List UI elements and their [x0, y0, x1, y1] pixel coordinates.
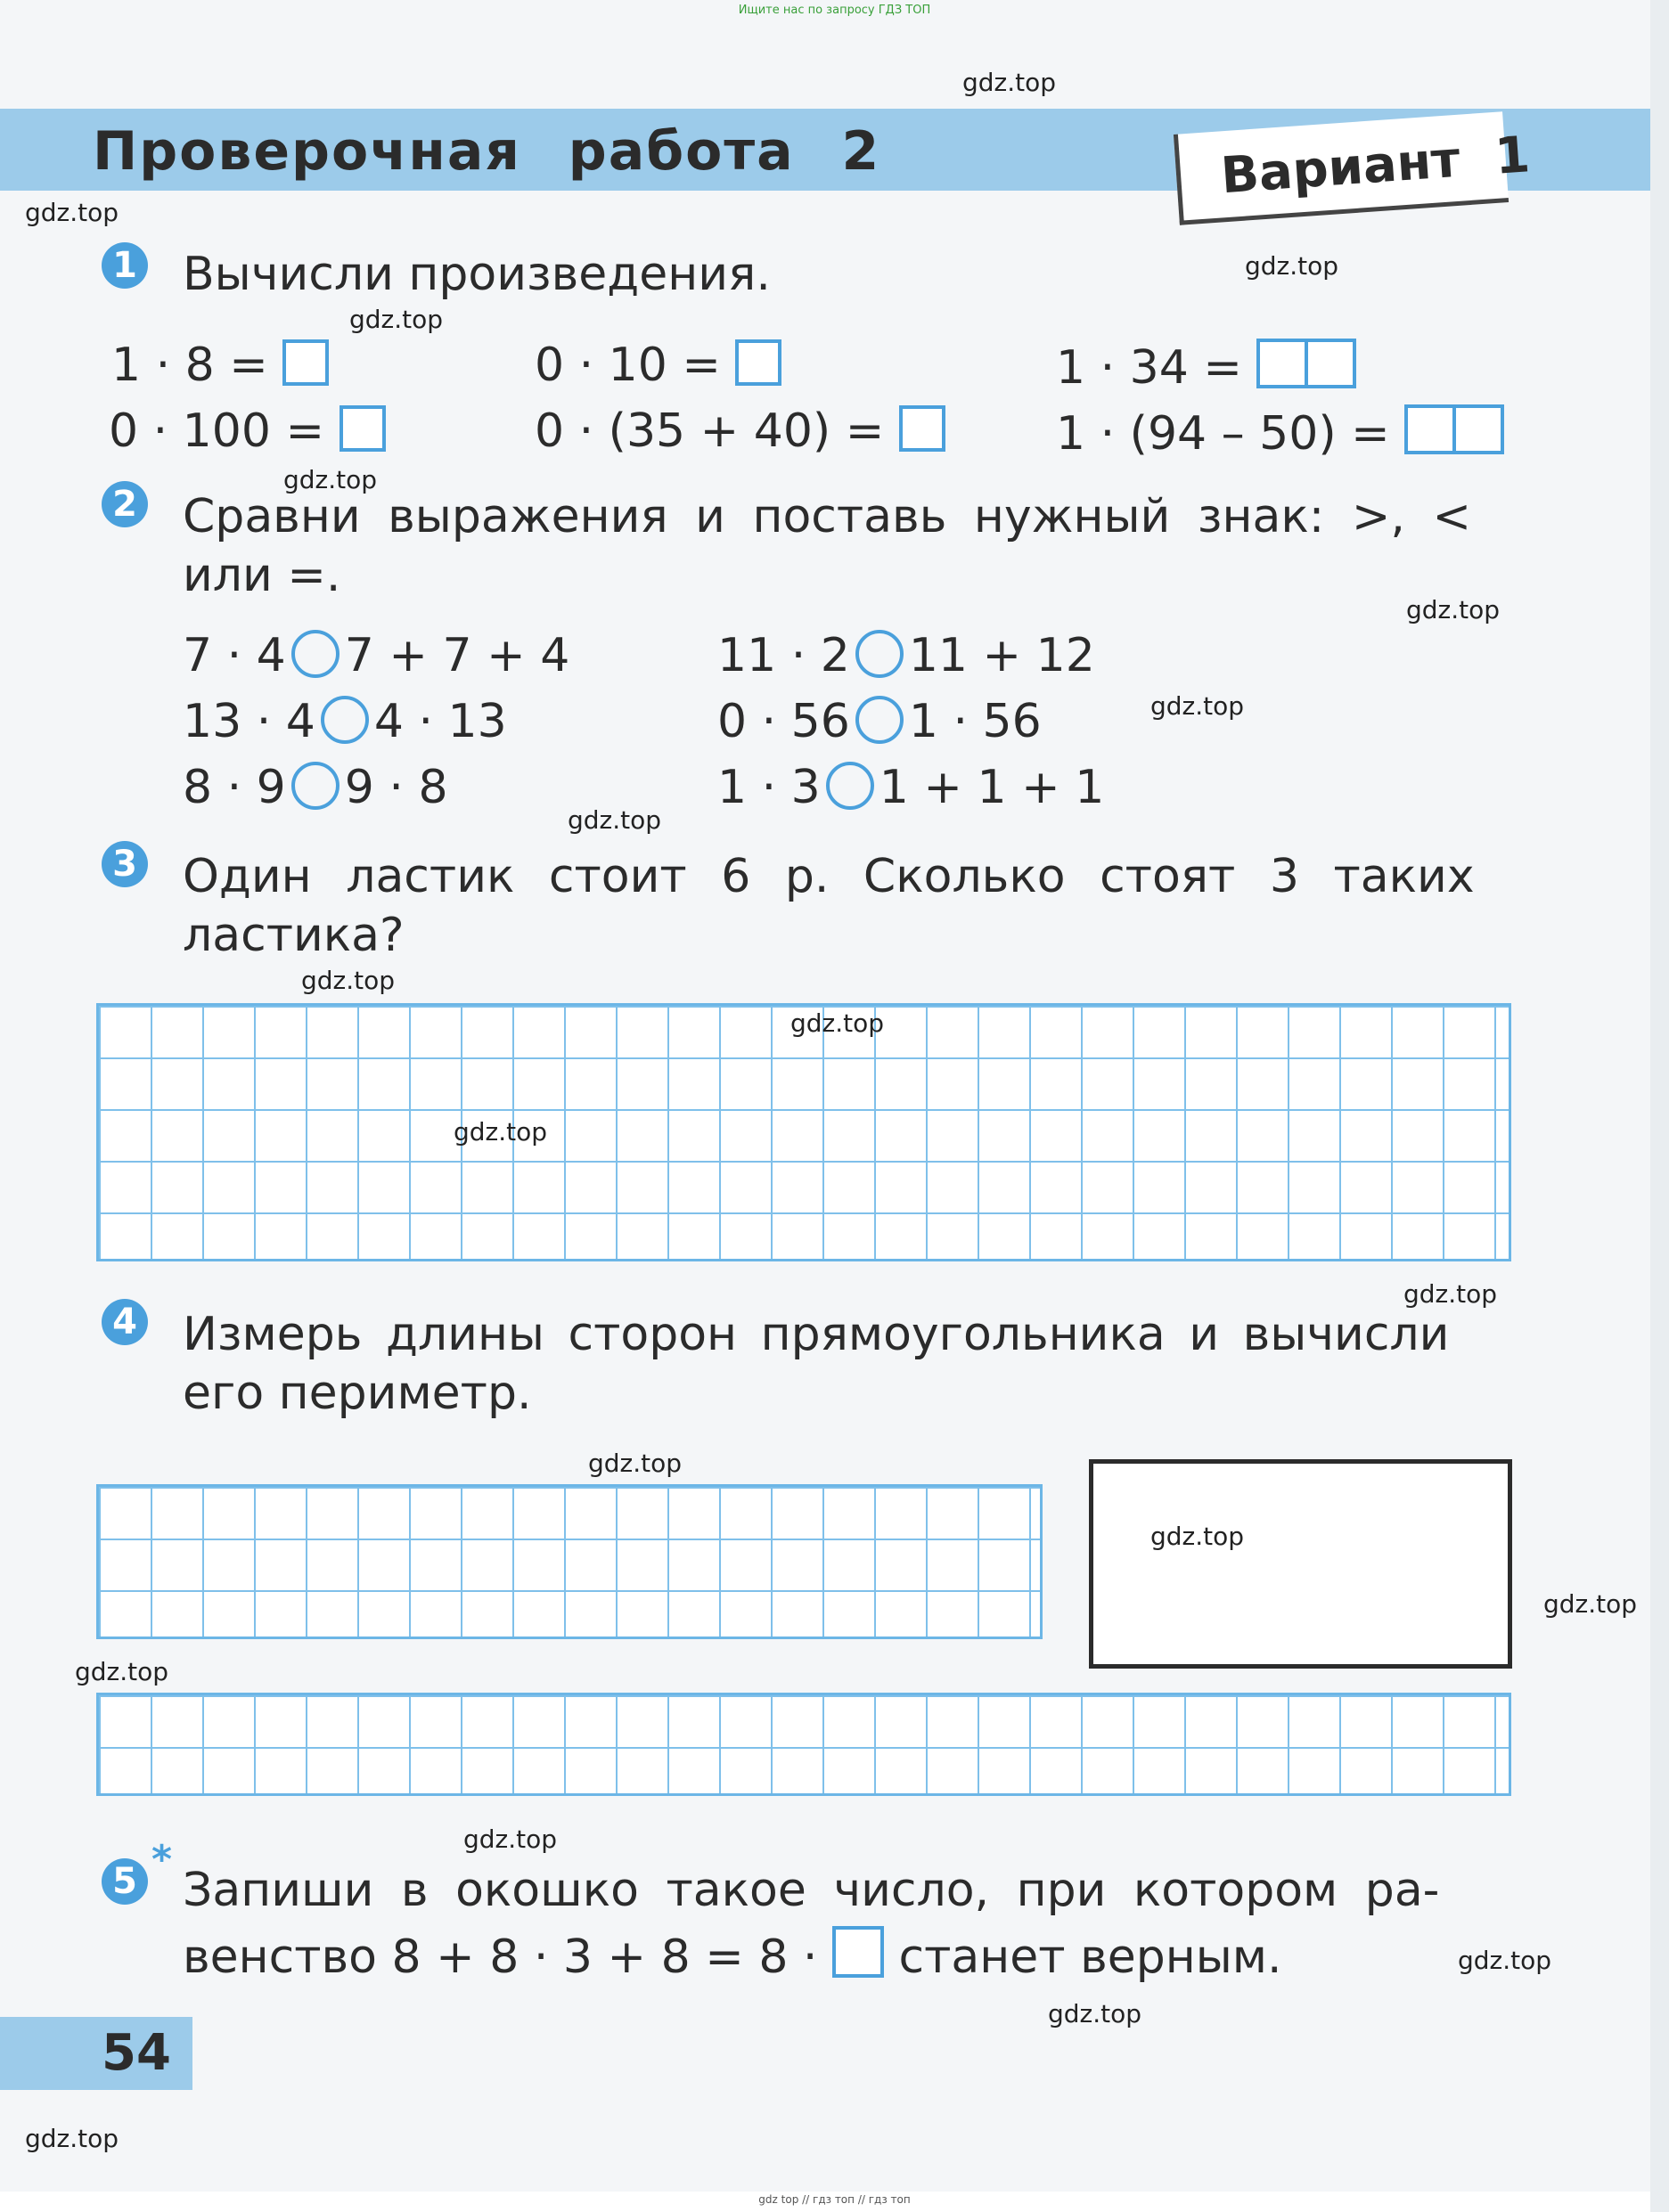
compare-circle[interactable]: [291, 630, 340, 678]
answer-box[interactable]: [899, 405, 945, 452]
task1-expression: [1056, 404, 1504, 461]
task5-line2-end: станет верным.: [898, 1930, 1282, 1984]
task4-line2: его периметр.: [183, 1367, 532, 1420]
compare-circle[interactable]: [855, 696, 904, 744]
compare-row: [183, 761, 448, 814]
watermark: gdz.top: [1543, 1589, 1638, 1619]
page-edge: [1650, 0, 1669, 2212]
compare-row: [717, 695, 1042, 748]
compare-left: 7 · 4: [183, 629, 286, 682]
task2-prompt-line2: или =.: [183, 549, 341, 602]
rectangle-figure: [1089, 1459, 1512, 1669]
watermark: gdz.top: [588, 1449, 683, 1478]
expression-text: 1 · 8 =: [111, 339, 268, 392]
task-number-5: 5: [102, 1858, 148, 1905]
measurement-grid[interactable]: [96, 1484, 1043, 1639]
bottom-note: gdz top // гдз топ // гдз топ: [758, 2193, 911, 2206]
compare-circle[interactable]: [321, 696, 369, 744]
compare-row: [717, 761, 1104, 814]
page-title: Проверочная работа 2: [93, 120, 881, 183]
watermark: gdz.top: [75, 1657, 169, 1686]
answer-box-double[interactable]: [1404, 404, 1504, 454]
task-number-1: 1: [102, 242, 148, 289]
watermark: gdz.top: [1048, 1999, 1142, 2028]
expression-text: 1 · 34 =: [1056, 341, 1242, 395]
compare-circle[interactable]: [291, 762, 340, 810]
compare-right: 1 + 1 + 1: [879, 761, 1105, 814]
compare-left: 1 · 3: [717, 761, 821, 814]
answer-box[interactable]: [340, 405, 386, 452]
watermark: gdz.top: [454, 1117, 548, 1147]
watermark: gdz.top: [568, 805, 662, 835]
task5-line2: [183, 1926, 1282, 1984]
watermark: gdz.top: [463, 1824, 558, 1854]
compare-left: 11 · 2: [717, 629, 850, 682]
watermark: gdz.top: [1245, 251, 1339, 281]
variant-label: Вариант 1: [1219, 126, 1532, 206]
compare-circle[interactable]: [826, 762, 874, 810]
watermark: gdz.top: [1150, 1522, 1245, 1551]
task5-line1: Запиши в окошко такое число, при котором ра-: [183, 1864, 1440, 1917]
perimeter-grid[interactable]: [96, 1693, 1511, 1796]
compare-left: 8 · 9: [183, 761, 286, 814]
compare-circle[interactable]: [855, 630, 904, 678]
watermark: gdz.top: [301, 966, 396, 995]
task-number-4: 4: [102, 1299, 148, 1345]
expression-text: 0 · 10 =: [535, 339, 721, 392]
task2-prompt-line1: Сравни выражения и поставь нужный знак: >, <: [183, 490, 1472, 543]
top-note: Ищите нас по запросу ГДЗ ТОП: [738, 4, 931, 17]
compare-left: 0 · 56: [717, 695, 850, 748]
compare-right: 9 · 8: [344, 761, 448, 814]
task3-line2: ластика?: [183, 909, 405, 962]
watermark: gdz.top: [790, 1008, 885, 1038]
watermark: gdz.top: [1458, 1946, 1552, 1975]
answer-box-double[interactable]: [1256, 339, 1356, 388]
compare-right: 7 + 7 + 4: [344, 629, 570, 682]
watermark: gdz.top: [25, 198, 119, 227]
watermark: gdz.top: [1403, 1279, 1498, 1309]
task3-line1: Один ластик стоит 6 р. Сколько стоят 3 таких: [183, 850, 1475, 903]
answer-box[interactable]: [832, 1926, 884, 1978]
compare-right: 1 · 56: [908, 695, 1042, 748]
task1-prompt: Вычисли произведения.: [183, 248, 771, 301]
watermark: gdz.top: [349, 305, 444, 334]
task1-expression: [535, 339, 781, 392]
answer-box[interactable]: [282, 339, 329, 386]
compare-row: [183, 695, 507, 748]
compare-right: 4 · 13: [373, 695, 507, 748]
compare-row: [183, 629, 569, 682]
task1-expression: [535, 404, 945, 458]
task4-line1: Измерь длины сторон прямоугольника и вычисли: [183, 1308, 1450, 1361]
task-number-2: 2: [102, 481, 148, 527]
expression-text: 0 · 100 =: [109, 404, 325, 458]
task-number-3: 3: [102, 841, 148, 887]
difficulty-star: *: [151, 1837, 173, 1882]
watermark: gdz.top: [1406, 595, 1501, 624]
watermark: gdz.top: [1150, 691, 1245, 721]
page-number: 54: [102, 2024, 171, 2082]
watermark: gdz.top: [25, 2124, 119, 2153]
compare-left: 13 · 4: [183, 695, 315, 748]
task5-equation: венство 8 + 8 · 3 + 8 = 8 ·: [183, 1930, 818, 1984]
watermark: gdz.top: [962, 68, 1057, 97]
expression-text: 0 · (35 + 40) =: [535, 404, 885, 458]
compare-row: [717, 629, 1095, 682]
compare-right: 11 + 12: [908, 629, 1095, 682]
task1-expression: [1056, 339, 1356, 395]
task1-expression: [111, 339, 329, 392]
expression-text: 1 · (94 – 50) =: [1056, 407, 1390, 461]
answer-box[interactable]: [735, 339, 781, 386]
task1-expression: [109, 404, 386, 458]
watermark: gdz.top: [283, 465, 378, 494]
answer-grid[interactable]: [96, 1003, 1511, 1261]
